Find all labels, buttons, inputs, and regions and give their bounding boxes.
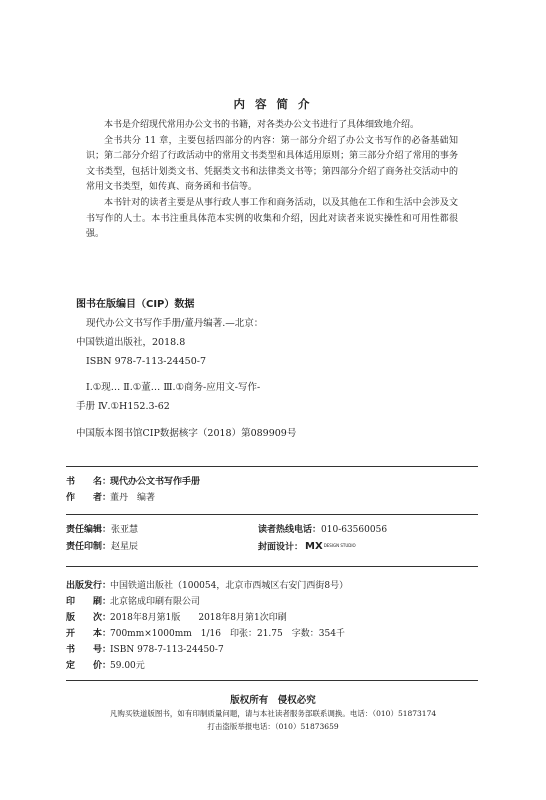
publish-value: 59.00元 — [110, 661, 145, 671]
book-info — [66, 474, 200, 506]
intro-paragraph: 本书针对的读者主要是从事行政人事工作和商务活动，以及其他在工作和生活中会涉及文书写作的人士。本书注重具体范本实例的收集和介绍，因此对读者来说实操性和可用性都很强。 — [86, 197, 458, 240]
book-author-value: 董丹 编著 — [110, 493, 156, 503]
intro-paragraph: 本书是介绍现代常用办公文书的书籍，对各类办公文书进行了具体细致地介绍。 — [104, 120, 420, 130]
publish-value: 2018年8月第1版 2018年8月第1次印刷 — [110, 613, 287, 623]
publish-value: 北京铭成印刷有限公司 — [110, 597, 201, 607]
hotline-row — [258, 522, 387, 538]
cip-heading: 图书在版编目（CIP）数据 — [76, 299, 195, 310]
editor-value: 张亚慧 — [111, 525, 139, 535]
publish-row — [66, 658, 348, 674]
book-name-label: 书 名： — [66, 477, 112, 487]
divider — [66, 514, 478, 515]
cip-block — [76, 314, 476, 371]
cip-line: 中国铁道出版社，2018.8 — [76, 337, 186, 348]
cover-design-label: 封面设计： — [258, 542, 304, 553]
publish-label: 开 本： — [66, 629, 112, 639]
editor-row — [66, 522, 138, 538]
intro-body — [86, 118, 458, 243]
copyright-title: 版权所有 侵权必究 — [230, 695, 316, 706]
publish-label: 印 刷： — [66, 597, 112, 607]
designer-logo — [305, 539, 356, 555]
intro-title: 内 容 简 介 — [233, 97, 313, 111]
divider — [66, 466, 478, 467]
publish-row — [66, 610, 348, 626]
cip-line: 中国版本图书馆CIP数据核字（2018）第089909号 — [76, 428, 297, 439]
cip-line: Ⅰ.①现… Ⅱ.①董… Ⅲ.①商务-应用文-写作- — [86, 382, 261, 393]
designer-logo-mark: MX — [305, 541, 323, 552]
publish-label: 书 号： — [66, 645, 112, 655]
cip-line: 现代办公文书写作手册/董丹编著.—北京： — [86, 318, 264, 329]
book-name-value: 现代办公文书写作手册 — [110, 477, 201, 487]
publish-label: 出版发行： — [66, 581, 112, 591]
divider — [66, 566, 478, 567]
book-name-row — [66, 474, 200, 490]
publishing-info — [66, 578, 348, 674]
publish-row — [66, 626, 348, 642]
editor-label: 责任编辑： — [66, 525, 112, 535]
designer-logo-subtext: DESIGN STUDIO — [323, 543, 356, 548]
hotline-value: 010-63560056 — [321, 525, 388, 535]
printing-value: 赵星辰 — [111, 542, 139, 552]
piracy-hotline: 打击盗版举报电话：（010）51873659 — [207, 722, 339, 731]
publish-label: 版 次： — [66, 613, 112, 623]
cip-line: 手册 Ⅳ.①H152.3-62 — [76, 401, 170, 412]
publish-value: 中国铁道出版社（100054，北京市西城区右安门西街8号） — [110, 581, 349, 591]
publish-row — [66, 594, 348, 610]
cip-classification — [76, 378, 476, 416]
printing-label: 责任印制： — [66, 542, 112, 552]
divider — [66, 680, 478, 681]
publish-value: ISBN 978-7-113-24450-7 — [110, 645, 224, 655]
cover-design-row — [258, 539, 356, 556]
publish-row — [66, 642, 348, 658]
cip-record — [76, 424, 476, 443]
copyright-notice: 凡购买铁道版图书，如有印制质量问题，请与本社读者服务部联系调换。电话：（010）51873174 — [109, 709, 437, 718]
publish-value: 700mm×1000mm 1/16 印张：21.75 字数：354千 — [110, 629, 345, 639]
printing-row — [66, 539, 138, 555]
publish-row — [66, 578, 348, 594]
hotline-label: 读者热线电话： — [258, 525, 322, 535]
publish-label: 定 价： — [66, 661, 112, 671]
book-author-row — [66, 490, 200, 506]
book-author-label: 作 者： — [66, 493, 112, 503]
intro-paragraph: 全书共分 11 章，主要包括四部分的内容：第一部分介绍了办公文书写作的必备基础知识；第二部分介绍了行政活动中的常用文书类型和具体适用原则；第三部分介绍了常用的事务文书类型，包括计划类文书、凭据类文书和法律类文书等；第四部分介绍了商务社交活动中的常用文书类型，如传真、商务函和书信等。 — [86, 135, 458, 193]
cip-line: ISBN 978-7-113-24450-7 — [86, 356, 206, 367]
